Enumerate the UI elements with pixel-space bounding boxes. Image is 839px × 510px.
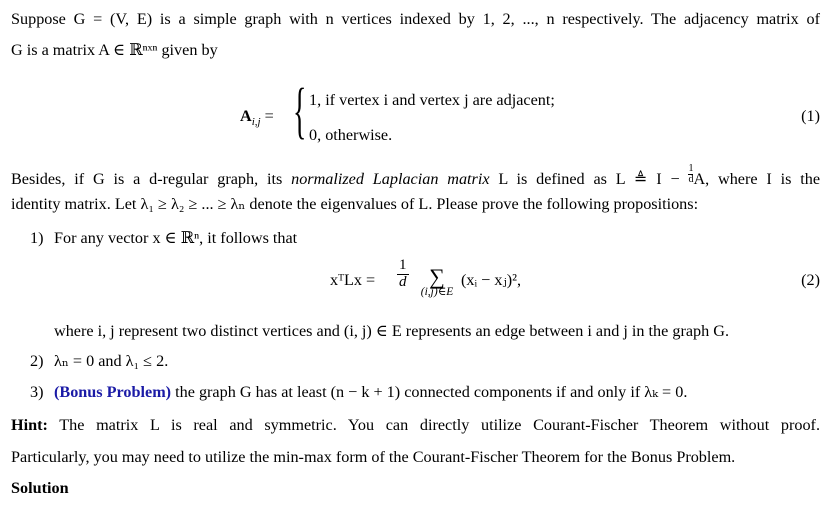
item-3: (Bonus Problem) the graph G has at least (n − k + 1) connected components if and only if λₖ = 0. [54,383,688,401]
eq1-lhs-sub: i,j [251,116,261,129]
eq2-sum: ∑ (i,j)∈E [412,266,462,299]
item-2-label: 2) [30,352,44,370]
eq1-brace: { [293,77,307,145]
hint-line-1: Hint: The matrix L is real and symmetric. You can directly utilize Courant-Fischer Theorem without proof. [11,416,820,434]
item-3-label: 3) [30,383,44,401]
para2-line-2: identity matrix. Let λ₁ ≥ λ₂ ≥ ... ≥ λₙ denote the eigenvalues of L. Please prove the following propositions: [11,195,699,213]
eq1-number: (1) [801,107,820,125]
eq1-case-2: 0, otherwise. [309,126,393,144]
eq1-case-1: 1, if vertex i and vertex j are adjacent; [309,91,555,109]
item-1-label: 1) [30,229,44,247]
intro-line-2: G is a matrix A ∈ ℝⁿˣⁿ given by [11,41,218,59]
document-page: Suppose G = (V, E) is a simple graph with n vertices indexed by 1, 2, ..., n respectively. The adjacency matrix of G is a matrix A ∈ ℝⁿˣⁿ given by $A_{i,j}$ = { 1, if vertex i and vertex j are adjacent; 0, otherwise. (1) Besides, if G is a d-regular graph, its normalized Laplacian matrix L is defined as L ≜ I − $\frac{1}{d}A$, where I is the identity matrix. Let λ₁ ≥ λ₂ ≥ ... ≥ λₙ denote the eigenvalues of L. Please prove the following propositions: 1) For any vector x ∈ ℝⁿ, it follows that xᵀLx = $\frac{1}{d}$ ∑ (i,j)∈E (xᵢ − xⱼ)², (2) where i, j represent two distinct vertices and (i, j) ∈ E represents an edge between i and j in the graph G. 2) λₙ = 0 and λ₁ ≤ 2. 3) (Bonus Problem) the graph G has at least (n − k + 1) connected components if and only if λₖ = 0. Hint: The matrix L is real and symmetric. You can directly utilize Courant-Fischer Theorem without proof. Particularly, you may need to utilize the min-max form of the Courant-Fischer Theorem for the Bonus Problem. Solution [11,10,821,497]
inline-fraction: $\frac{1}{d}$ [688,163,694,185]
item-2-text: λₙ = 0 and λ₁ ≤ 2. [54,352,169,370]
item-1-text: For any vector x ∈ ℝⁿ, it follows that [54,229,298,247]
eq2-lhs: xᵀLx = [330,271,376,289]
eq2-sum-limit: (i,j)∈E [420,286,454,298]
term-normalized-laplacian: normalized Laplacian matrix [291,170,490,188]
eq2-number: (2) [801,271,820,289]
eq2-fraction: $\frac{1}{d}$ [399,257,407,290]
intro-line-1: Suppose G = (V, E) is a simple graph with n vertices indexed by 1, 2, ..., n respectively. The adjacency matrix of [11,10,820,28]
eq1-lhs: A [240,107,252,125]
item-1-note: where i, j represent two distinct vertices and (i, j) ∈ E represents an edge between i and j in the graph G. [54,322,729,340]
bonus-problem-label: (Bonus Problem) [54,383,172,401]
para2-line-1: Besides, if G is a d-regular graph, its normalized Laplacian matrix L is defined as L ≜ I − $\frac{1}{d}A$, where I is the [11,163,821,188]
solution-heading: Solution [11,479,69,497]
eq2-summand: (xᵢ − xⱼ)², [461,271,522,289]
hint-label: Hint: [11,416,48,434]
hint-line-2: Particularly, you may need to utilize the min-max form of the Courant-Fischer Theorem for the Bonus Problem. [11,448,736,466]
